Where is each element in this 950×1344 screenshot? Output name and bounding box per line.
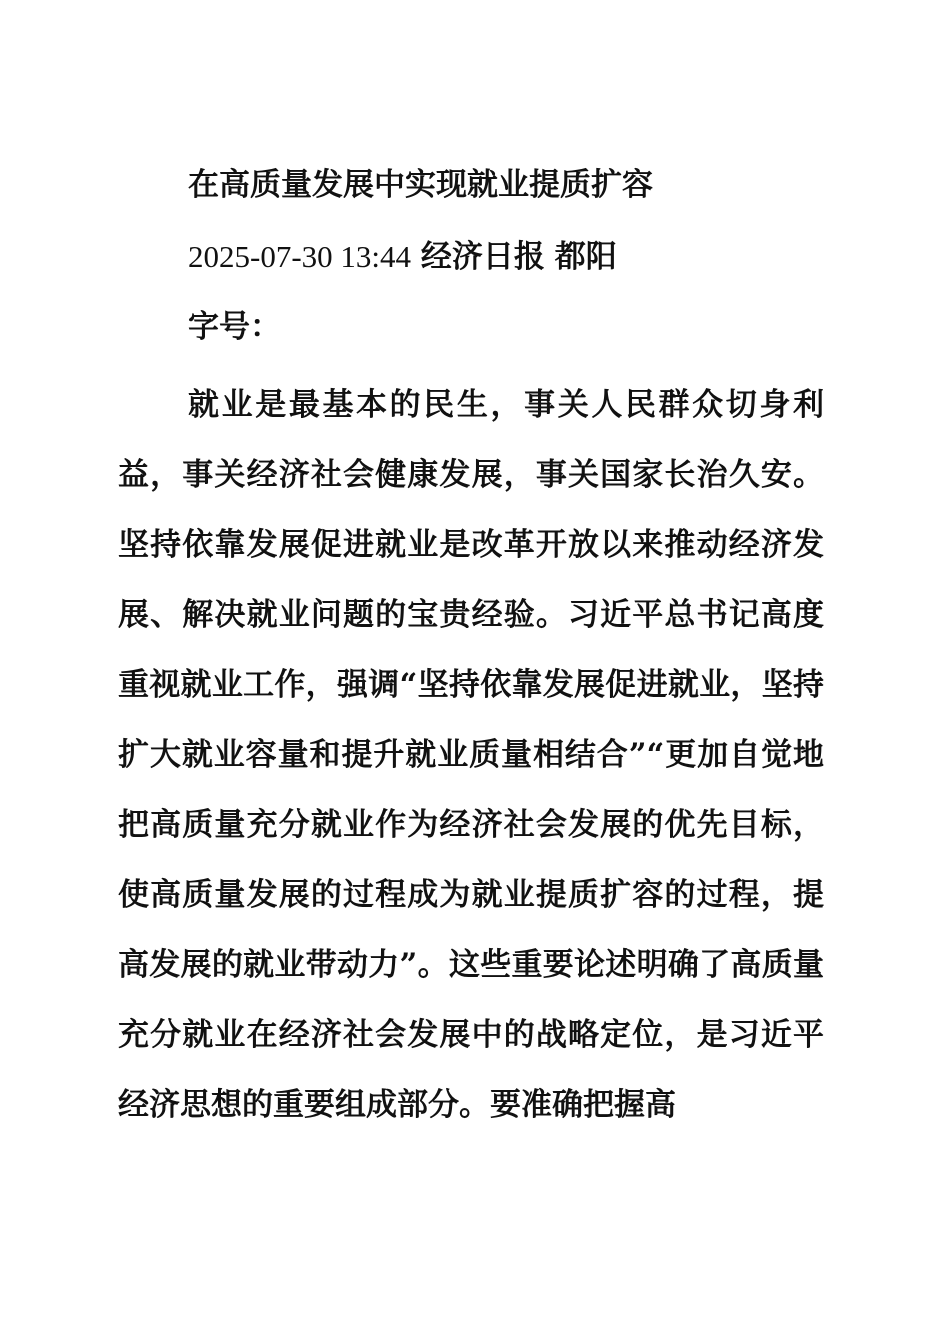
article-author: 都阳 [554,239,617,275]
article-meta [188,232,617,282]
font-size-label: 字号： [188,309,281,345]
article-datetime: 2025-07-30 13:44 [188,239,412,274]
article-source: 经济日报 [420,239,545,275]
article-title: 在高质量发展中实现就业提质扩容 [188,167,653,203]
article-body: 就业是最基本的民生，事关人民群众切身利益，事关经济社会健康发展，事关国家长治久安。坚持依靠发展促进就业是改革开放以来推动经济发展、解决就业问题的宝贵经验。习近平总书记高度重视就业工作，强调“坚持依靠发展促进就业，坚持扩大就业容量和提升就业质量相结合”“更加自觉地把高质量充分就业作为经济社会发展的优先目标，使高质量发展的过程成为就业提质扩容的过程，提高发展的就业带动力”。这些重要论述明确了高质量充分就业在经济社会发展中的战略定位，是习近平经济思想的重要组成部分。要准确把握高 [118,387,824,1123]
